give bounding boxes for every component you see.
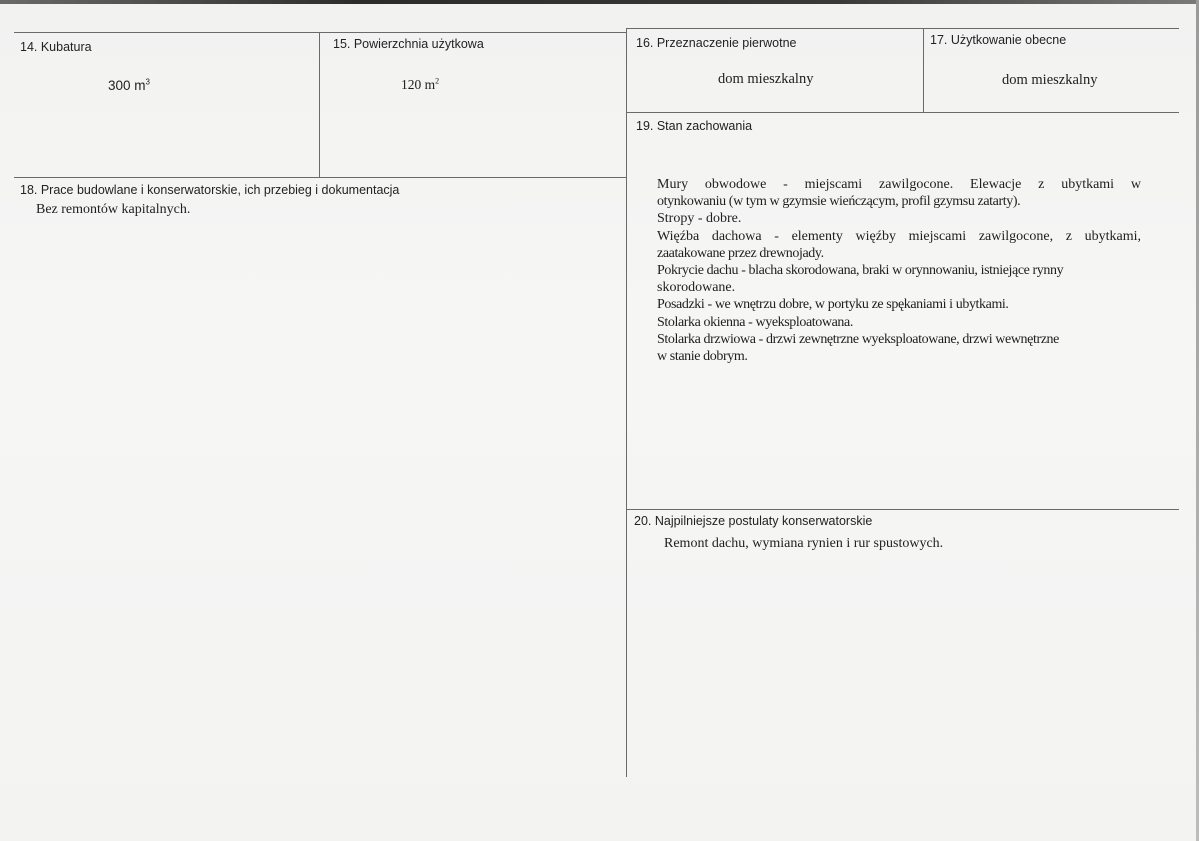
field-15-value [401,77,439,93]
divider-14-15 [319,33,320,178]
divider-16-17 [923,29,924,113]
rule-above-18 [14,177,626,178]
field-19-line: Pokrycie dachu - blacha skorodowana, braki w orynnowaniu, istniejące rynny [657,263,1064,279]
rule-under-16-17 [626,112,1179,113]
field-19-line: Mury obwodowe - miejscami zawilgocone. Elewacje z ubytkami w [657,177,1141,192]
field-16-value: dom mieszkalny [718,71,814,87]
field-19-line: zaatakowane przez drewnojady. [657,245,824,261]
field-14-label: 14. Kubatura [20,40,92,54]
field-19-label: 19. Stan zachowania [636,119,753,133]
field-15-value-text: 120 m [401,77,436,92]
field-20-label: 20. Najpilniejsze postulaty konserwatorskie [634,514,873,528]
field-19-line: Stropy - dobre. [657,211,742,227]
field-19-text [657,176,1141,365]
field-14-value-text: 300 m [108,78,146,93]
field-19-line: Stolarka drzwiowa - drzwi zewnętrzne wyeksploatowane, drzwi wewnętrzne [657,331,1059,347]
field-16-label: 16. Przeznaczenie pierwotne [636,36,797,50]
field-14-unit-sup: 3 [145,77,150,87]
field-19-line: Stolarka okienna - wyeksploatowana. [657,314,853,330]
field-15-label: 15. Powierzchnia użytkowa [333,37,484,51]
field-19-line: otynkowaniu (w tym w gzymsie wieńczącym, profil gzymsu zatarty). [657,194,1021,210]
field-14-value [108,78,150,93]
divider-left-right [626,29,627,777]
field-18-value: Bez remontów kapitalnych. [36,202,191,217]
field-19-line: w stanie dobrym. [657,349,748,365]
field-19-line: Więźba dachowa - elementy więźby miejscami zawilgocone, z ubytkami, [657,228,1141,244]
field-19-line: skorodowane. [657,280,736,296]
field-17-label: 17. Użytkowanie obecne [930,33,1067,47]
top-rule [14,32,626,33]
field-17-value: dom mieszkalny [1002,72,1098,88]
field-19-line: Posadzki - we wnętrzu dobre, w portyku ze spękaniami i ubytkami. [657,297,1009,313]
field-18-label: 18. Prace budowlane i konserwatorskie, ich przebieg i dokumentacja [20,183,400,197]
rule-above-20 [626,509,1179,510]
top-rule-right [626,28,1179,29]
field-20-value: Remont dachu, wymiana rynien i rur spustowych. [664,536,944,551]
field-15-unit-sup: 2 [435,76,440,86]
scan-top-edge [0,0,1199,4]
